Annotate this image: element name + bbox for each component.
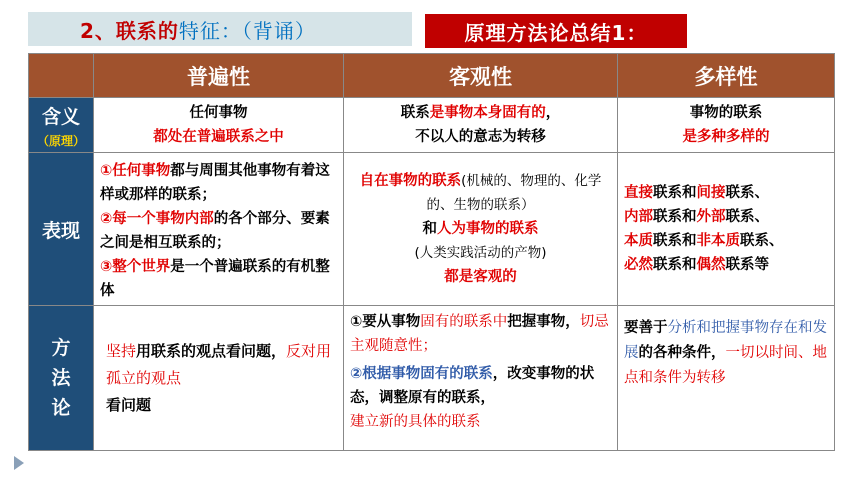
- row-header-meaning: [29, 98, 94, 153]
- manif-univ-p3b: 是一个普遍联系的有机整体: [100, 259, 330, 299]
- manif-div-l3c: 非本质: [696, 233, 740, 249]
- manif-div-l1b: 联系和: [653, 185, 697, 201]
- meth-obj-a4: 切忌主观随意性；: [350, 314, 609, 354]
- manif-obj-d1: 都是客观的: [444, 269, 517, 285]
- manif-obj-b2: 人为事物的联系: [437, 221, 539, 237]
- manif-univ-p2a: ②每一个事物内部: [100, 211, 214, 227]
- section-title: [28, 12, 412, 46]
- manifestation-universality-cell: [94, 153, 344, 306]
- meaning-universality-line1: 任何事物: [189, 105, 248, 121]
- manif-div-l2a: 内部: [624, 209, 653, 225]
- manif-univ-p3a: ③整个世界: [100, 259, 171, 275]
- manifestation-diversity-cell: [618, 153, 835, 306]
- meaning-objectivity-cell: [344, 98, 618, 153]
- meth-div-a1: 要善于: [624, 320, 668, 336]
- manif-div-line3: [624, 229, 828, 253]
- corner-cell: [29, 54, 94, 98]
- row-header-methodology: [29, 306, 94, 451]
- row-label-methodology-1: 方: [51, 337, 71, 359]
- meaning-objectivity-line2: 不以人的意志为转移: [415, 129, 546, 145]
- methodology-universality-cell: [94, 306, 344, 451]
- meaning-universality-cell: [94, 98, 344, 153]
- meth-obj-a3: 把握事物，: [507, 314, 580, 330]
- manif-obj-b1: 和: [422, 221, 437, 237]
- row-sublabel-principle: （原理）: [36, 133, 85, 148]
- manif-div-line2: [624, 205, 828, 229]
- meaning-diversity-line2: 是多种多样的: [682, 129, 770, 145]
- manif-obj-a1: 自在事物的联系: [359, 173, 462, 189]
- manif-div-line1: [624, 181, 828, 205]
- methodology-objectivity-cell: [344, 306, 618, 451]
- methodology-diversity-cell: [618, 306, 835, 451]
- meth-obj-b3: 建立新的具体的联系: [350, 414, 481, 430]
- manif-div-l4d: 联系等: [725, 257, 769, 273]
- summary-banner: 原理方法论总结1：: [425, 14, 687, 48]
- meth-div-a2: 分析和把握事物存在和发展: [624, 320, 827, 361]
- manif-div-l3b: 联系和: [653, 233, 697, 249]
- manifestation-objectivity-cell: [344, 153, 618, 306]
- column-header-objectivity: 客观性: [344, 54, 618, 98]
- meth-univ-a2: 用联系的观点看问题，: [136, 341, 287, 360]
- column-header-universality: 普遍性: [94, 54, 344, 98]
- manif-div-l1c: 间接: [696, 185, 726, 201]
- manif-div-l2d: 联系、: [725, 209, 769, 225]
- meth-obj-a2: 固有的联系中: [420, 314, 508, 330]
- meaning-diversity-cell: [618, 98, 835, 153]
- manif-div-l4b: 联系和: [653, 257, 697, 273]
- manif-div-l3d: 联系、: [740, 233, 784, 249]
- title-feature-text: 特征: [178, 18, 221, 43]
- meaning-objectivity-l1a: 联系: [400, 105, 430, 121]
- meth-obj-b1: ②根据事物固有的联系: [350, 366, 493, 382]
- summary-table: [28, 53, 835, 451]
- row-header-manifestation: [29, 153, 94, 306]
- row-label-methodology-2: 法: [51, 367, 71, 389]
- meth-div-a3: 的各种条件，: [638, 345, 726, 361]
- meth-obj-b2: ，改变事物的状态，调整原有的联系，: [350, 366, 595, 406]
- meth-obj-a1: ①要从事物: [350, 314, 421, 330]
- manif-univ-p2b: 的各个部分、要素之间是相互联系的；: [100, 211, 330, 251]
- manif-div-l2c: 外部: [696, 209, 726, 225]
- row-label-methodology-3: 论: [51, 397, 71, 419]
- manif-univ-p1a: ①任何事物: [100, 163, 171, 179]
- meaning-diversity-line1: 事物的联系: [689, 105, 763, 121]
- row-label-manifestation: 表现: [41, 219, 80, 242]
- row-label-meaning: 含义: [41, 105, 80, 128]
- meth-div-a4: 一切以时间、地点和条件为转移: [624, 345, 827, 386]
- manif-div-line4: [624, 253, 828, 277]
- meaning-objectivity-l1b: 是事物本身固有的: [429, 105, 546, 121]
- title-recite-text: ：（背诵）: [220, 18, 316, 43]
- play-icon[interactable]: [14, 456, 24, 470]
- manif-div-l3a: 本质: [624, 233, 653, 249]
- manif-univ-p1b: 都与周围其他事物有着这样或那样的联系；: [100, 163, 330, 203]
- manif-div-l4a: 必然: [624, 257, 653, 273]
- manif-obj-a2: (机械的、物理的、化学的、生物的联系）: [426, 173, 602, 213]
- meth-univ-a4: 看问题: [106, 395, 152, 414]
- manif-div-l1d: 联系、: [725, 185, 769, 201]
- meth-univ-a3: 反对用孤立的观点: [106, 341, 332, 387]
- column-header-diversity: 多样性: [618, 54, 835, 98]
- manif-div-l2b: 联系和: [653, 209, 697, 225]
- title-number-text: 2、联系的: [80, 18, 179, 43]
- meaning-objectivity-l1c: ，: [545, 105, 561, 121]
- manif-obj-c1: (人类实践活动的产物): [414, 245, 547, 261]
- manif-div-l1a: 直接: [624, 185, 653, 201]
- meaning-universality-line2: 都处在普遍联系之中: [153, 129, 284, 145]
- meth-univ-a1: 坚持: [106, 341, 137, 360]
- manif-div-l4c: 偶然: [696, 257, 726, 273]
